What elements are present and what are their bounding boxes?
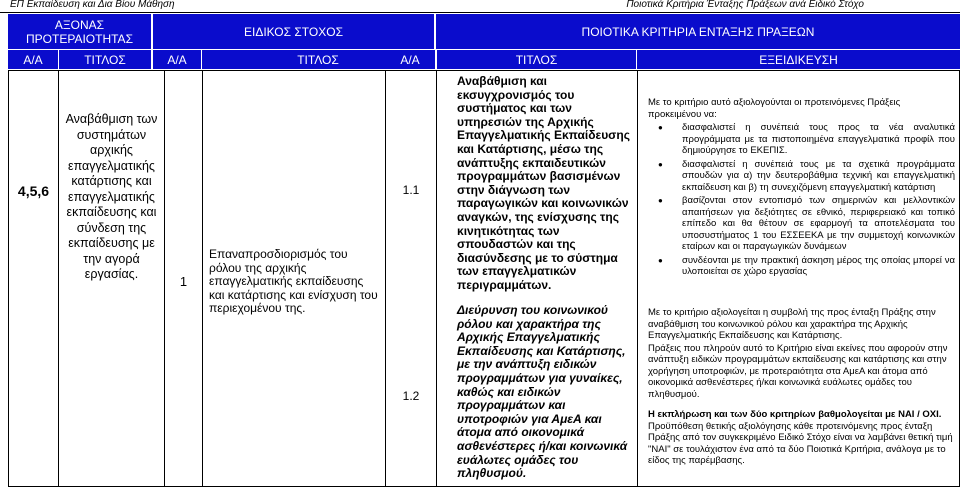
explain-cell <box>637 70 960 487</box>
axis-number-cell <box>8 70 59 487</box>
crit-1-number: 1.1 <box>402 183 420 197</box>
crit-2-title: Διεύρυνση του κοινωνικού ρόλου και χαρακτήρα της Αρχικής Επαγγελματικής Εκπαίδευσης και Κατάρτισης, με την ανάπτυξη ειδικών προγραμμάτων για γυναίκες, καθώς και ειδικών προγραμμάτων και υποτροφιών για ΑμεΑ και άτομα από οικονομικά ασθενέστερες ή/και κοινωνικά ευάλωτες ομάδες του πληθυσμού. <box>457 303 628 481</box>
criteria-header: ΠΟΙΟΤΙΚΑ ΚΡΙΤΗΡΙΑ ΕΝΤΑΞΗΣ ΠΡΑΞΕΩΝ <box>436 14 960 49</box>
crit-title-header: ΤΙΤΛΟΣ <box>437 50 636 69</box>
axis-number: 4,5,6 <box>17 183 50 199</box>
spec-title-cell <box>202 70 386 487</box>
crit-1-title: Αναβάθμιση και εκσυγχρονισμός του συστήματος και των υπηρεσιών της Αρχικής Επαγγελματικής Εκπαίδευσης και Κατάρτισης, μέσω της ανάπτυξης εκπαιδευτικών προγραμμάτων βασισμένων στην διάγνωση των παραγωγικών και κοινωνικών αναγκών, της ενίσχυσης της κινητικότητας των σπουδαστών και της διασύνδεσης με το σύστημα των επαγγελματικών περιγραμμάτων. <box>457 74 630 292</box>
axis-aa-header: Α/Α <box>8 50 58 69</box>
spec-title: Επαναπροσδιορισμός του ρόλου της αρχικής επαγγελματικής εκπαίδευσης και κατάρτισης και ενίσχυση του περιεχομένου της. <box>209 247 378 315</box>
crit-1-bullet: ● διασφαλιστεί η συνέπειά τους προς τα νέα αναλυτικά προγράμματα με τα πιστοποιημένα επαγγελματικά προφίλ που δημιούργησε το ΕΚΕΠΙΣ. <box>682 122 955 157</box>
axis-title-cell <box>58 70 165 487</box>
axis-title: Αναβάθμιση των συστημάτων αρχικής επαγγελματικής κατάρτισης και επαγγελματικής εκπαίδευσης και σύνδεση της εκπαίδευσης με την αγορά εργασίας. <box>65 112 158 281</box>
explain-block-2 <box>648 307 955 467</box>
crit-aa-header: Α/Α <box>385 50 435 69</box>
specific-header: ΕΙΔΙΚΟΣ ΣΤΟΧΟΣ <box>153 14 434 49</box>
crit-2-number: 1.2 <box>402 389 420 403</box>
spec-number: 1 <box>179 274 188 289</box>
crit-1-bullet: ● συνδέονται με την πρακτική άσκηση μέρος της οποίας μπορεί να υλοποιείται σε χώρο εργασίας <box>682 255 955 278</box>
spec-title-header: ΤΙΤΛΟΣ <box>202 50 434 69</box>
axis-header: ΑΞΟΝΑΣ ΠΡΟΤΕΡΑΙΟΤΗΤΑΣ <box>8 14 151 49</box>
running-header <box>0 0 960 13</box>
crit-1-list <box>648 122 955 278</box>
crit-1-bullet: ● διασφαλιστεί η συνέπειά τους με τα σχετικά προγράμματα σπουδών για α) την δευτεροβάθμια τεχνική και επαγγελματική εκπαίδευση και β) τη συνεχιζόμενη επαγγελματική κατάρτιση <box>682 159 955 194</box>
crit-2-para3: Προϋπόθεση θετικής αξιολόγησης κάθε προτεινόμενης προς ένταξη Πράξης από τον συγκεκριμένο Ειδικό Στόχο είναι να λαμβάνει θετική τιμή "ΝΑΙ" σε τουλάχιστον ένα από τα δύο Ποιοτικά Κριτήρια, ανάλογα με το είδος της παρέμβασης. <box>648 420 953 466</box>
crit-1-intro: Με το κριτήριο αυτό αξιολογούνται οι προτεινόμενες Πράξεις προκειμένου να: <box>648 97 901 120</box>
crit-title-cell <box>436 70 638 487</box>
spec-number-cell <box>164 70 203 487</box>
crit-2-bold-note: Η εκπλήρωση και των δύο κριτηρίων βαθμολογείται με ΝΑΙ / ΟΧΙ. <box>648 409 942 420</box>
crit-2-para2: Πράξεις που πληρούν αυτό το Κριτήριο είναι εκείνες που αφορούν στην ανάπτυξη ειδικών προγραμμάτων εκπαίδευσης και κατάρτισης και στην χορήγηση υποτροφιών, με προτεραιότητα στα ΑμεΑ και άτομα από οικονομικά ασθενέστερες ή/και κοινωνικά ευάλωτες ομάδες του πληθυσμού. <box>648 342 948 400</box>
crit-1-bullet: ● βασίζονται στον εντοπισμό των σημερινών και μελλοντικών απαιτήσεων για δεξιότητες σε εθνικό, περιφερειακό και τοπικό επίπεδο και θα θέτουν σε εφαρμογή τα αποτελέσματα του υποσυστήματος 1 του ΕΣΣΕΕΚΑ με την συμμετοχή κοινωνικών εταίρων και οι παραγωγικών δυνάμεων <box>682 195 955 253</box>
spec-aa-header: Α/Α <box>153 50 201 69</box>
crit-number-cell <box>385 70 437 487</box>
explain-block-1 <box>648 97 955 280</box>
crit-2-para1: Με το κριτήριο αξιολογείται η συμβολή της προς ένταξη Πράξης στην αναβάθμιση του κοινωνικού ρόλου και χαρακτήρα της Αρχικής Επαγγελματικής Εκπαίδευσης και Κατάρτισης. <box>648 307 936 341</box>
axis-title-header: ΤΙΤΛΟΣ <box>59 50 151 69</box>
running-header-left: ΕΠ Εκπαίδευση και Δια Βίου Μάθηση <box>10 0 175 10</box>
explain-header: ΕΞΕΙΔΙΚΕΥΣΗ <box>637 50 960 69</box>
running-header-right: Ποιοτικά Κριτήρια Ένταξης Πράξεων ανά Ειδικό Στόχο <box>626 0 864 10</box>
